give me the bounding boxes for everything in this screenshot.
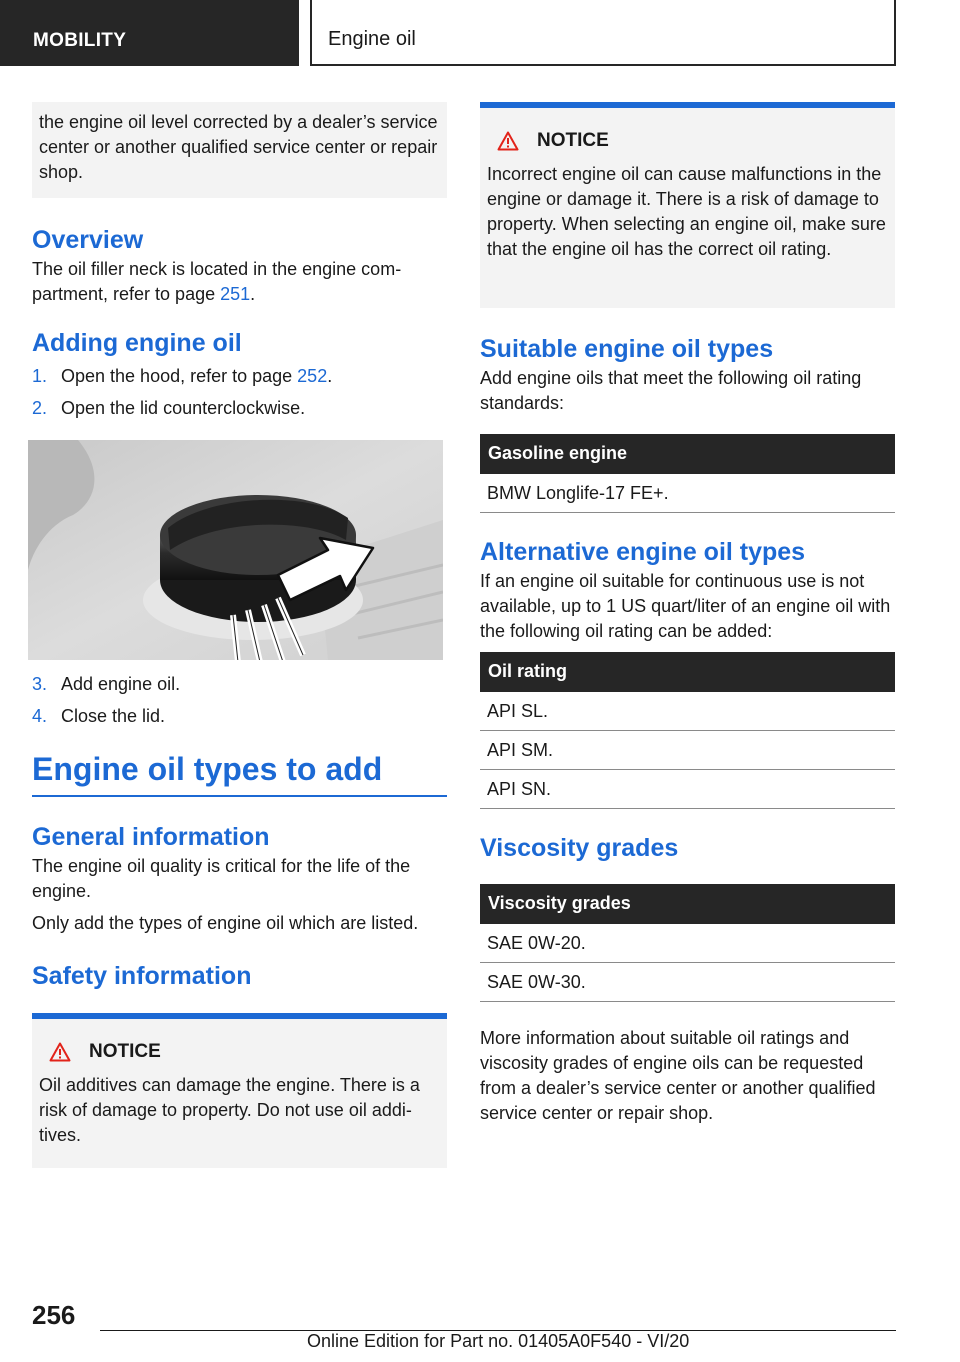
list-item: 3. Add engine oil.: [32, 674, 181, 694]
notice-label: NOTICE: [537, 130, 609, 151]
notice-text: Oil additives can damage the engine. There is a risk of damage to property. Do not use oil additives.: [39, 1075, 420, 1145]
list-item: 4. Close the lid.: [32, 706, 166, 726]
more-info-text: More information about suitable oil ratings and viscosity grades of engine oils can be requested from a dealer’s service center or another qualified service center or repair shop.: [480, 1028, 876, 1123]
list-item: 2. Open the lid counterclockwise.: [32, 398, 306, 418]
page-footer: [0, 1300, 960, 1362]
general-info-heading: General information: [32, 823, 270, 851]
page-link-252[interactable]: 252: [297, 366, 328, 386]
notice-text: Incorrect engine oil can cause malfunctions in the engine or damage it. There is a risk of damage to property. When selecting an engine oil, make sure that the engine oil has the correct oil rating.: [487, 164, 886, 259]
table-row: API SN.: [480, 770, 895, 809]
general-info-text-1: The engine oil quality is critical for the life of the engine.: [32, 856, 411, 901]
suitable-oil-text: Add engine oils that meet the following oil rating standards:: [480, 368, 862, 413]
warning-icon: [497, 131, 519, 151]
notice-label: NOTICE: [89, 1041, 161, 1062]
page-number: 256: [32, 1300, 76, 1330]
table-row: SAE 0W-20.: [480, 924, 895, 963]
notice-box-incorrect-oil: [480, 102, 895, 308]
general-info-text-2: Only add the types of engine oil which are listed.: [32, 913, 419, 933]
safety-info-heading: Safety information: [32, 962, 252, 990]
table-header: Gasoline engine: [480, 434, 895, 474]
left-column: [32, 102, 447, 1168]
table-row: API SM.: [480, 731, 895, 770]
table-row: BMW Longlife-17 FE+.: [480, 474, 895, 513]
adding-steps-list-b: [32, 672, 447, 729]
continued-note-text: the engine oil level corrected by a dealer’s service center or another qualified service center or repair shop.: [39, 112, 438, 182]
overview-heading: Overview: [32, 226, 144, 254]
adding-steps-list-a: [32, 364, 447, 421]
overview-text: The oil filler neck is located in the engine compartment, refer to page 251.: [32, 259, 402, 304]
oil-rating-table: [480, 652, 895, 809]
warning-icon: [49, 1042, 71, 1062]
continued-note-box: [32, 102, 447, 198]
list-item: 1. Open the hood, refer to page 252.: [32, 366, 333, 386]
notice-box-additives: [32, 1013, 447, 1168]
oil-types-main-heading: Engine oil types to add: [32, 751, 383, 787]
page-link-251[interactable]: 251: [220, 284, 251, 304]
table-row: SAE 0W-30.: [480, 963, 895, 1002]
gasoline-engine-table: [480, 434, 895, 513]
table-header: Oil rating: [480, 652, 895, 692]
alternative-oil-heading: Alternative engine oil types: [480, 538, 806, 566]
right-column: [480, 102, 895, 1126]
viscosity-heading: Viscosity grades: [480, 834, 679, 862]
suitable-oil-heading: Suitable engine oil types: [480, 335, 774, 363]
heading-rule: [32, 795, 447, 797]
notice-header: [487, 130, 887, 152]
edition-text: Online Edition for Part no. 01405A0F540 - VI/20: [307, 1331, 690, 1351]
table-row: API SL.: [480, 692, 895, 731]
table-header: Viscosity grades: [480, 884, 895, 924]
section-tab: MOBILITY: [0, 0, 299, 66]
oil-filler-cap-illustration: [28, 440, 443, 660]
viscosity-table: [480, 884, 895, 1002]
page-header: [0, 0, 960, 66]
adding-oil-heading: Adding engine oil: [32, 329, 242, 357]
alternative-oil-text: If an engine oil suitable for continuous use is not available, up to 1 US quart/liter of an engine oil with the following oil rating can be added:: [480, 571, 891, 641]
notice-header: [39, 1041, 439, 1063]
chapter-title: Engine oil: [310, 0, 896, 66]
